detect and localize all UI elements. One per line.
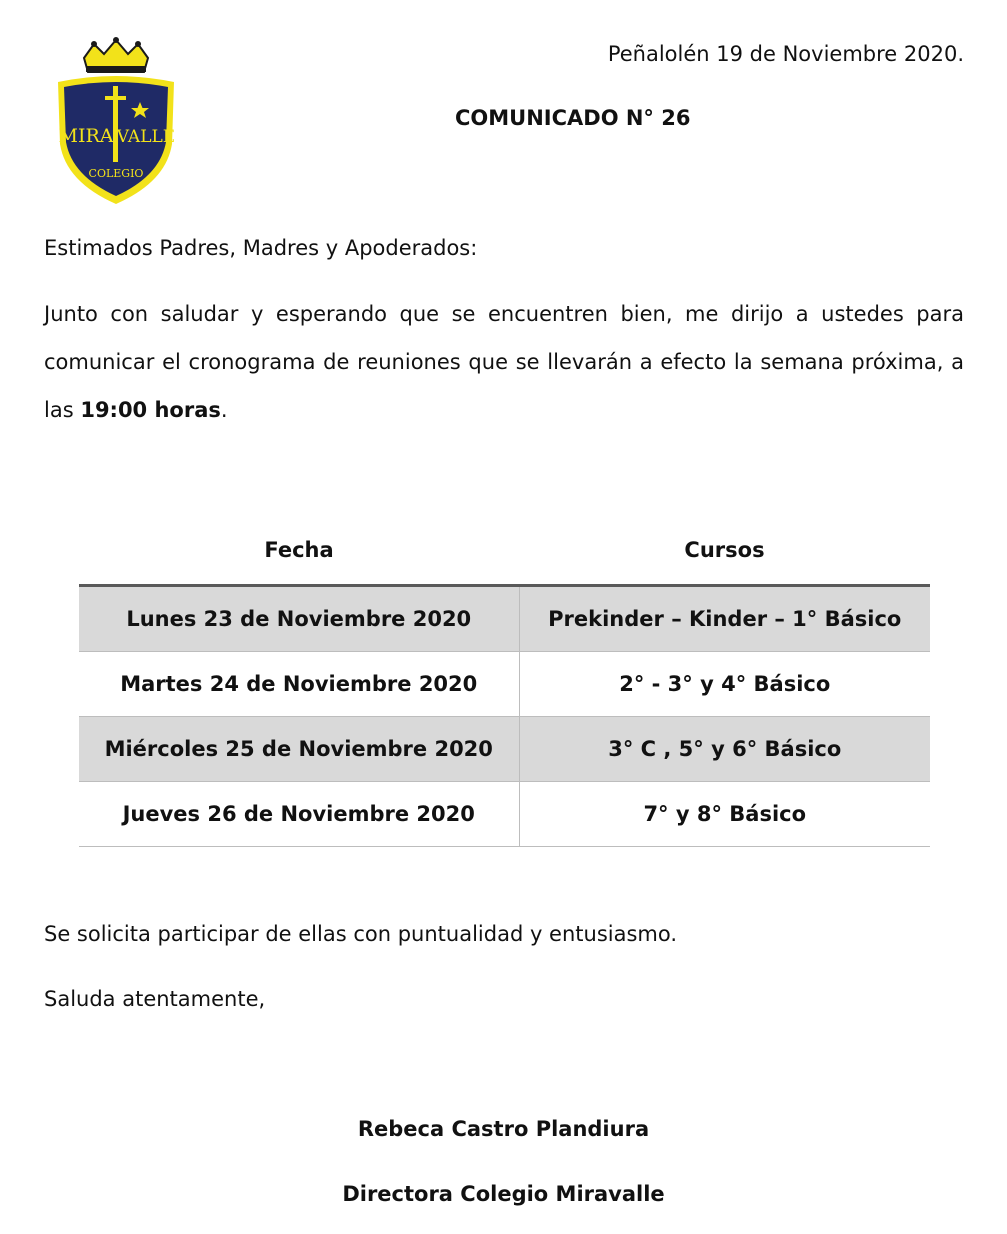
row-cursos: 2° - 3° y 4° Básico: [519, 652, 930, 717]
header-fecha: Fecha: [79, 528, 519, 586]
signer-title: Directora Colegio Miravalle: [342, 1182, 665, 1206]
logo-word-left: MIRA: [58, 125, 114, 147]
table-row: [79, 652, 930, 717]
row-fecha: Miércoles 25 de Noviembre 2020: [79, 717, 519, 782]
signer-name: Rebeca Castro Plandiura: [357, 1117, 650, 1141]
table-header-row: [79, 528, 930, 586]
header-cursos: Cursos: [519, 528, 930, 586]
intro-text: Junto con saludar y esperando que se encuentren bien, me dirijo a ustedes para comunicar el cronograma de reuniones que se llevarán a efecto la semana próxima, a las: [44, 302, 964, 422]
crest-icon: [50, 36, 182, 208]
greeting: Estimados Padres, Madres y Apoderados:: [44, 236, 478, 260]
school-logo: [50, 36, 182, 208]
logo-subtitle: COLEGIO: [88, 167, 144, 180]
schedule-table: [79, 528, 930, 847]
row-fecha: Martes 24 de Noviembre 2020: [79, 652, 519, 717]
table-row: [79, 586, 930, 652]
closing-regards: Saluda atentamente,: [44, 987, 266, 1011]
logo-word-right: VALLE: [116, 127, 176, 147]
row-cursos: Prekinder – Kinder – 1° Básico: [519, 586, 930, 652]
meeting-time: 19:00 horas: [80, 398, 221, 422]
letter-date: Peñalolén 19 de Noviembre 2020.: [607, 42, 964, 66]
table-row: [79, 717, 930, 782]
intro-end: .: [220, 398, 228, 422]
closing-request: Se solicita participar de ellas con puntualidad y entusiasmo.: [44, 922, 678, 946]
row-cursos: 7° y 8° Básico: [519, 782, 930, 847]
crown-icon: [84, 37, 148, 72]
table-row: [79, 782, 930, 847]
letter-title: COMUNICADO N° 26: [455, 106, 691, 130]
row-fecha: Jueves 26 de Noviembre 2020: [79, 782, 519, 847]
row-cursos: 3° C , 5° y 6° Básico: [519, 717, 930, 782]
row-fecha: Lunes 23 de Noviembre 2020: [79, 586, 519, 652]
intro-paragraph: [44, 290, 964, 434]
